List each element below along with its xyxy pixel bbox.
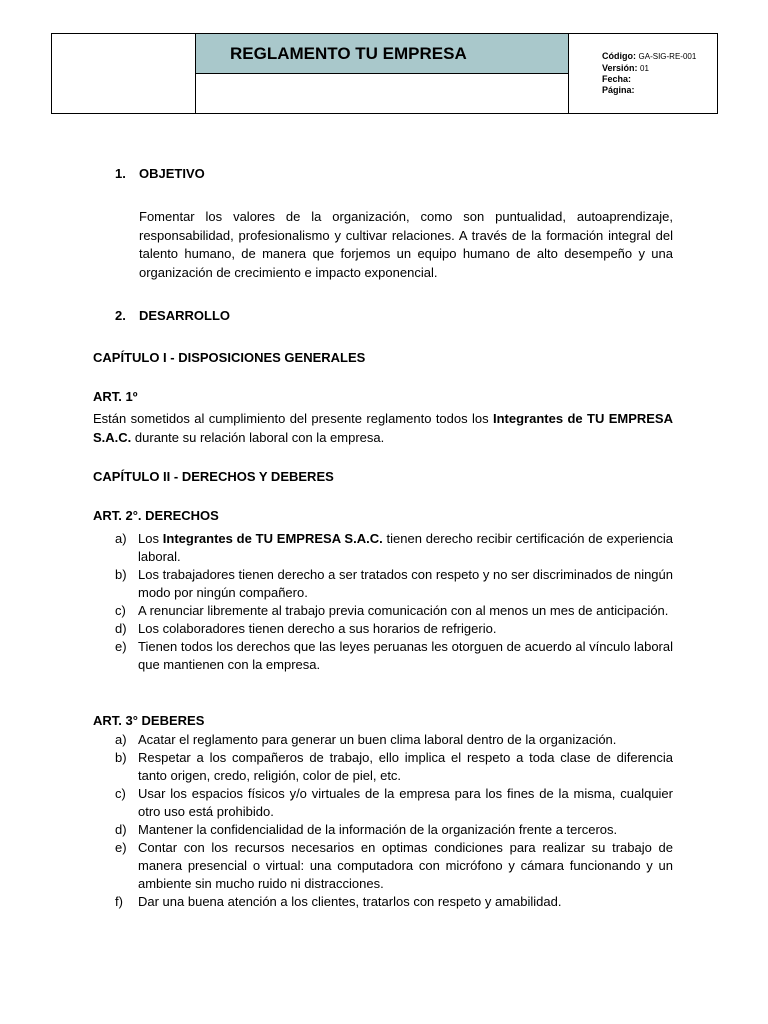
list-item: d) Mantener la confidencialidad de la información de la organización frente a terceros. — [115, 822, 618, 837]
list-item: c) Usar los espacios físicos y/o virtuales de la empresa para los fines de la misma, cualquier otro uso está prohibido. — [115, 786, 673, 819]
deberes-list — [115, 731, 673, 911]
pagina-row: Página: — [602, 84, 635, 95]
chapter-2-title: CAPÍTULO II - DERECHOS Y DEBERES — [93, 469, 334, 484]
objetivo-text: Fomentar los valores de la organización, como son puntualidad, autoaprendizaje, responsabilidad, profesionalismo y cultivar relaciones. A través de la formación integral del talento humano, de manera que forjemos un equipo humano de alto desempeño y una organización de crecimiento e impacto exponencial. — [139, 209, 673, 280]
document-title: REGLAMENTO TU EMPRESA — [196, 34, 568, 74]
codigo-value: GA-SIG-RE-001 — [638, 52, 697, 61]
codigo-row: Código: GA-SIG-RE-001 — [602, 51, 697, 61]
version-value: 01 — [640, 63, 649, 73]
list-item: d) Los colaboradores tienen derecho a sus horarios de refrigerio. — [115, 621, 497, 636]
list-item: f) Dar una buena atención a los clientes, tratarlos con respeto y amabilidad. — [115, 894, 562, 909]
list-item: c) A renunciar libremente al trabajo previa comunicación con al menos un mes de anticipación. — [115, 603, 669, 618]
list-item: e) Contar con los recursos necesarios en optimas condiciones para realizar su trabajo de manera presencial o virtual: una computadora con micrófono y cámara funcionando y un ambiente sin mucho ruido ni distracciones. — [115, 840, 673, 891]
article-1-title: ART. 1º — [93, 389, 138, 404]
article-1-text: Están sometidos al cumplimiento del presente reglamento todos los Integrantes de TU EMPRESA S.A.C. durante su relación laboral con la empresa. — [93, 411, 673, 445]
fecha-row: Fecha: — [602, 74, 632, 84]
article-3-title: ART. 3° DEBERES — [93, 713, 205, 728]
list-item: a) Acatar el reglamento para generar un buen clima laboral dentro de la organización. — [115, 732, 617, 747]
section-1-number: 1. — [115, 166, 126, 181]
logo-cell — [52, 34, 196, 113]
section-1-title: OBJETIVO — [139, 166, 205, 181]
article-2-title: ART. 2°. DERECHOS — [93, 508, 219, 523]
chapter-1-title: CAPÍTULO I - DISPOSICIONES GENERALES — [93, 350, 366, 365]
document-meta — [568, 34, 717, 113]
section-2-number: 2. — [115, 308, 126, 323]
document-header — [51, 33, 718, 114]
list-item: b) Respetar a los compañeros de trabajo, ello implica el respeto a toda clase de diferencia tanto origen, credo, religión, color de piel, etc. — [115, 750, 673, 783]
section-2-title: DESARROLLO — [139, 308, 230, 323]
version-row: Versión: 01 — [602, 62, 649, 73]
list-item: a) Los Integrantes de TU EMPRESA S.A.C. tienen derecho recibir certificación de experiencia laboral. — [115, 531, 674, 564]
derechos-list — [115, 530, 673, 674]
list-item: e) Tienen todos los derechos que las leyes peruanas les otorguen de acuerdo al vínculo laboral que mantienen con la empresa. — [115, 639, 673, 672]
list-item: b) Los trabajadores tienen derecho a ser tratados con respeto y no ser discriminados de ningún modo por ningún compañero. — [115, 567, 673, 600]
